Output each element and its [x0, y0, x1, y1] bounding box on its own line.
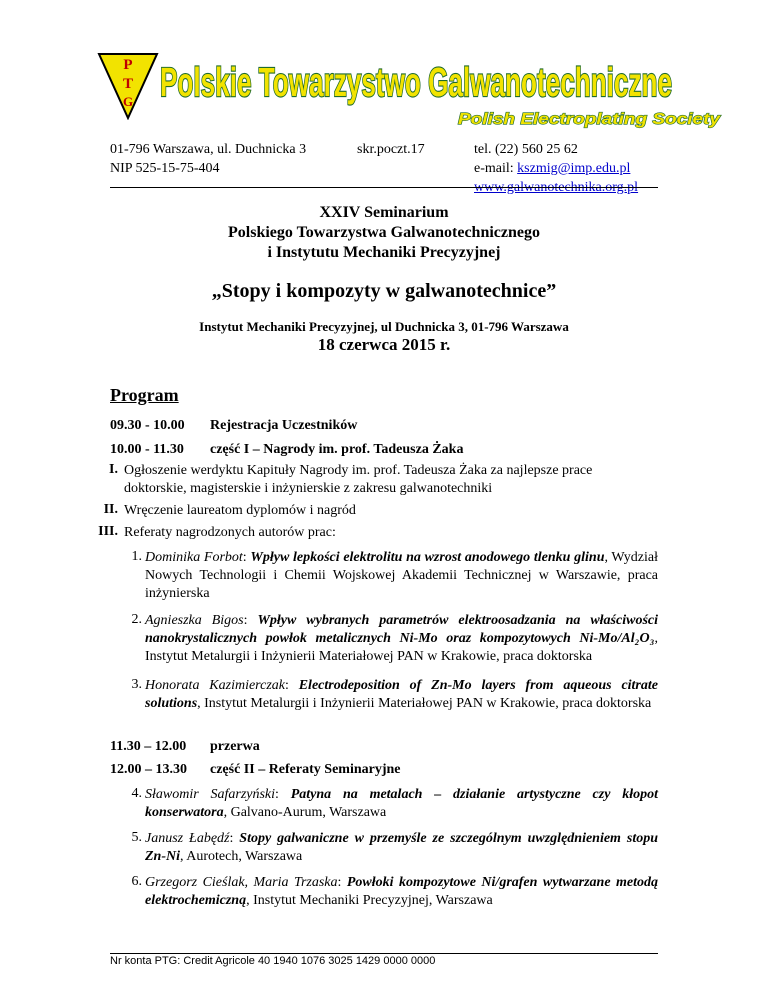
talk-author: Dominika Forbot: [145, 550, 243, 565]
talk-item: Agnieszka Bigos: Wpływ wybranych parametrów elektroosadzania na właściwości nanokrystalicznych powłok metalicznych Ni-Mo oraz kompozytowych Ni-Mo/Al₂O₃, Instytut Metalurgii i Inżynierii Materiałowej PAN w Krakowie, praca doktorska: [145, 613, 658, 664]
seminar-line-1: XXIV Seminarium: [319, 204, 449, 221]
slot-title: przerwa: [210, 739, 260, 754]
talk-affiliation: , Wydział Nowych Technologii i Chemii Wojskowej Akademii Technicznej w Warszawie, praca inżynierska: [145, 550, 659, 601]
talk-title: Patyna na metalach – działanie artystyczne czy kłopot konserwatora: [145, 787, 658, 820]
email-link[interactable]: kszmig@imp.edu.pl: [517, 161, 631, 176]
roman-number: I.: [109, 462, 118, 477]
website-link[interactable]: www.galwanotechnika.org.pl: [474, 180, 639, 195]
talk-author: Honorata Kazimierczak: [145, 678, 285, 693]
talk-number: 1.: [131, 549, 142, 564]
talk-title: Electrodeposition of Zn-Mo layers from aqueous citrate solutions: [145, 678, 658, 711]
talk-author: Agnieszka Bigos: [145, 613, 244, 628]
talk-author: Grzegorz Cieślak, Maria Trzaska: [145, 875, 338, 890]
footer-divider: [110, 953, 658, 954]
society-title: [158, 52, 718, 112]
ptg-logo: [97, 52, 159, 120]
seminar-line-3: i Instytutu Mechaniki Precyzyjnej: [267, 244, 501, 261]
talk-affiliation: , Instytut Mechaniki Precyzyjnej, Warszawa: [246, 893, 493, 908]
talk-affiliation: , Instytut Metalurgii i Inżynierii Materiałowej PAN w Krakowie, praca doktorska: [145, 631, 658, 664]
talk-item: Janusz Łabędź: Stopy galwaniczne w przemyśle ze szczególnym uwzględnieniem stopu Zn-Ni, Aurotech, Warszawa: [145, 831, 658, 864]
talk-number: 2.: [131, 612, 142, 627]
logo-letter-g: G: [122, 94, 134, 109]
talk-title: Wpływ lepkości elektrolitu na wzrost anodowego tlenku glinu: [250, 550, 605, 565]
address: 01-796 Warszawa, ul. Duchnicka 3: [110, 142, 307, 157]
nip: NIP 525-15-75-404: [110, 161, 220, 176]
talk-affiliation: , Galvano-Aurum, Warszawa: [223, 805, 387, 820]
seminar-line-2: Polskiego Towarzystwa Galwanotechnicznego: [228, 224, 540, 241]
slot-time: 09.30 - 10.00: [110, 418, 185, 433]
logo-letter-p: P: [123, 57, 133, 73]
roman-number: II.: [103, 502, 118, 517]
phone: tel. (22) 560 25 62: [474, 142, 578, 157]
slot-title: część II – Referaty Seminaryjne: [210, 762, 401, 777]
roman-item-line: Ogłoszenie werdyktu Kapituły Nagrody im. prof. Tadeusza Żaka za najlepsze prace: [124, 463, 593, 478]
talk-author: Sławomir Safarzyński: [145, 787, 276, 802]
seminar-topic: „Stopy i kompozyty w galwanotechnice”: [211, 280, 557, 302]
talk-number: 4.: [131, 786, 142, 801]
email-label: e-mail:: [474, 161, 518, 176]
seminar-date: 18 czerwca 2015 r.: [317, 335, 451, 354]
talk-title: Wpływ wybranych parametrów elektroosadzania na właściwości nanokrystalicznych powłok metalicznych Ni-Mo oraz kompozytowych Ni-Mo/Al₂O₃: [145, 613, 658, 646]
talk-title: Stopy galwaniczne w przemyśle ze szczególnym uwzględnieniem stopu Zn-Ni: [145, 831, 658, 864]
talk-item: Grzegorz Cieślak, Maria Trzaska: Powłoki kompozytowe Ni/grafen wytwarzane metodą elektrochemiczną, Instytut Mechaniki Precyzyjnej, Warszawa: [145, 875, 658, 908]
talk-item: Sławomir Safarzyński: Patyna na metalach – działanie artystyczne czy kłopot konserwatora, Galvano-Aurum, Warszawa: [145, 787, 658, 820]
talk-item: Dominika Forbot: Wpływ lepkości elektrolitu na wzrost anodowego tlenku glinu, Wydział Nowych Technologii i Chemii Wojskowej Akademii Technicznej w Warszawie, praca inżynierska: [145, 550, 659, 601]
bank-account: Nr konta PTG: Credit Agricole 40 1940 1076 3025 1429 0000 0000: [110, 955, 436, 967]
society-title-text: Polskie Towarzystwo Galwanotechniczne: [160, 59, 672, 105]
slot-time: 11.30 – 12.00: [110, 739, 187, 754]
talk-affiliation: , Instytut Metalurgii i Inżynierii Materiałowej PAN w Krakowie, praca doktorska: [197, 696, 652, 711]
roman-item-line: doktorskie, magisterskie i inżynierskie z zakresu galwanotechniki: [124, 481, 493, 496]
header-divider: [110, 187, 658, 188]
seminar-place: Instytut Mechaniki Precyzyjnej, ul Duchnicka 3, 01-796 Warszawa: [199, 319, 569, 334]
society-subtitle-text: Polish Electroplating Society: [458, 111, 722, 128]
talk-title: Powłoki kompozytowe Ni/grafen wytwarzane metodą elektrochemiczną: [145, 875, 658, 908]
logo-letter-t: T: [122, 76, 134, 92]
talk-number: 6.: [131, 874, 142, 889]
roman-item: Referaty nagrodzonych autorów prac:: [124, 525, 336, 540]
address-block: [110, 140, 306, 178]
seminar-heading: [0, 203, 768, 263]
talk-number: 3.: [131, 677, 142, 692]
slot-title: Rejestracja Uczestników: [210, 418, 358, 433]
program-heading: Program: [110, 385, 179, 405]
roman-item: Wręczenie laureatom dyplomów i nagród: [124, 503, 356, 518]
slot-time: 10.00 - 11.30: [110, 442, 184, 457]
society-subtitle: [448, 106, 728, 130]
talk-author: Janusz Łabędź: [145, 831, 230, 846]
email-line: [474, 159, 638, 178]
talk-number: 5.: [131, 830, 142, 845]
slot-time: 12.00 – 13.30: [110, 762, 187, 777]
slot-title: część I – Nagrody im. prof. Tadeusza Żaka: [210, 442, 464, 457]
contact-block: [474, 140, 638, 197]
talk-affiliation: , Aurotech, Warszawa: [180, 849, 303, 864]
roman-number: III.: [98, 524, 118, 539]
talk-item: Honorata Kazimierczak: Electrodeposition of Zn-Mo layers from aqueous citrate solutions, Instytut Metalurgii i Inżynierii Materiałowej PAN w Krakowie, praca doktorska: [145, 678, 658, 711]
roman-item: [124, 462, 592, 498]
po-box: skr.poczt.17: [357, 142, 425, 157]
